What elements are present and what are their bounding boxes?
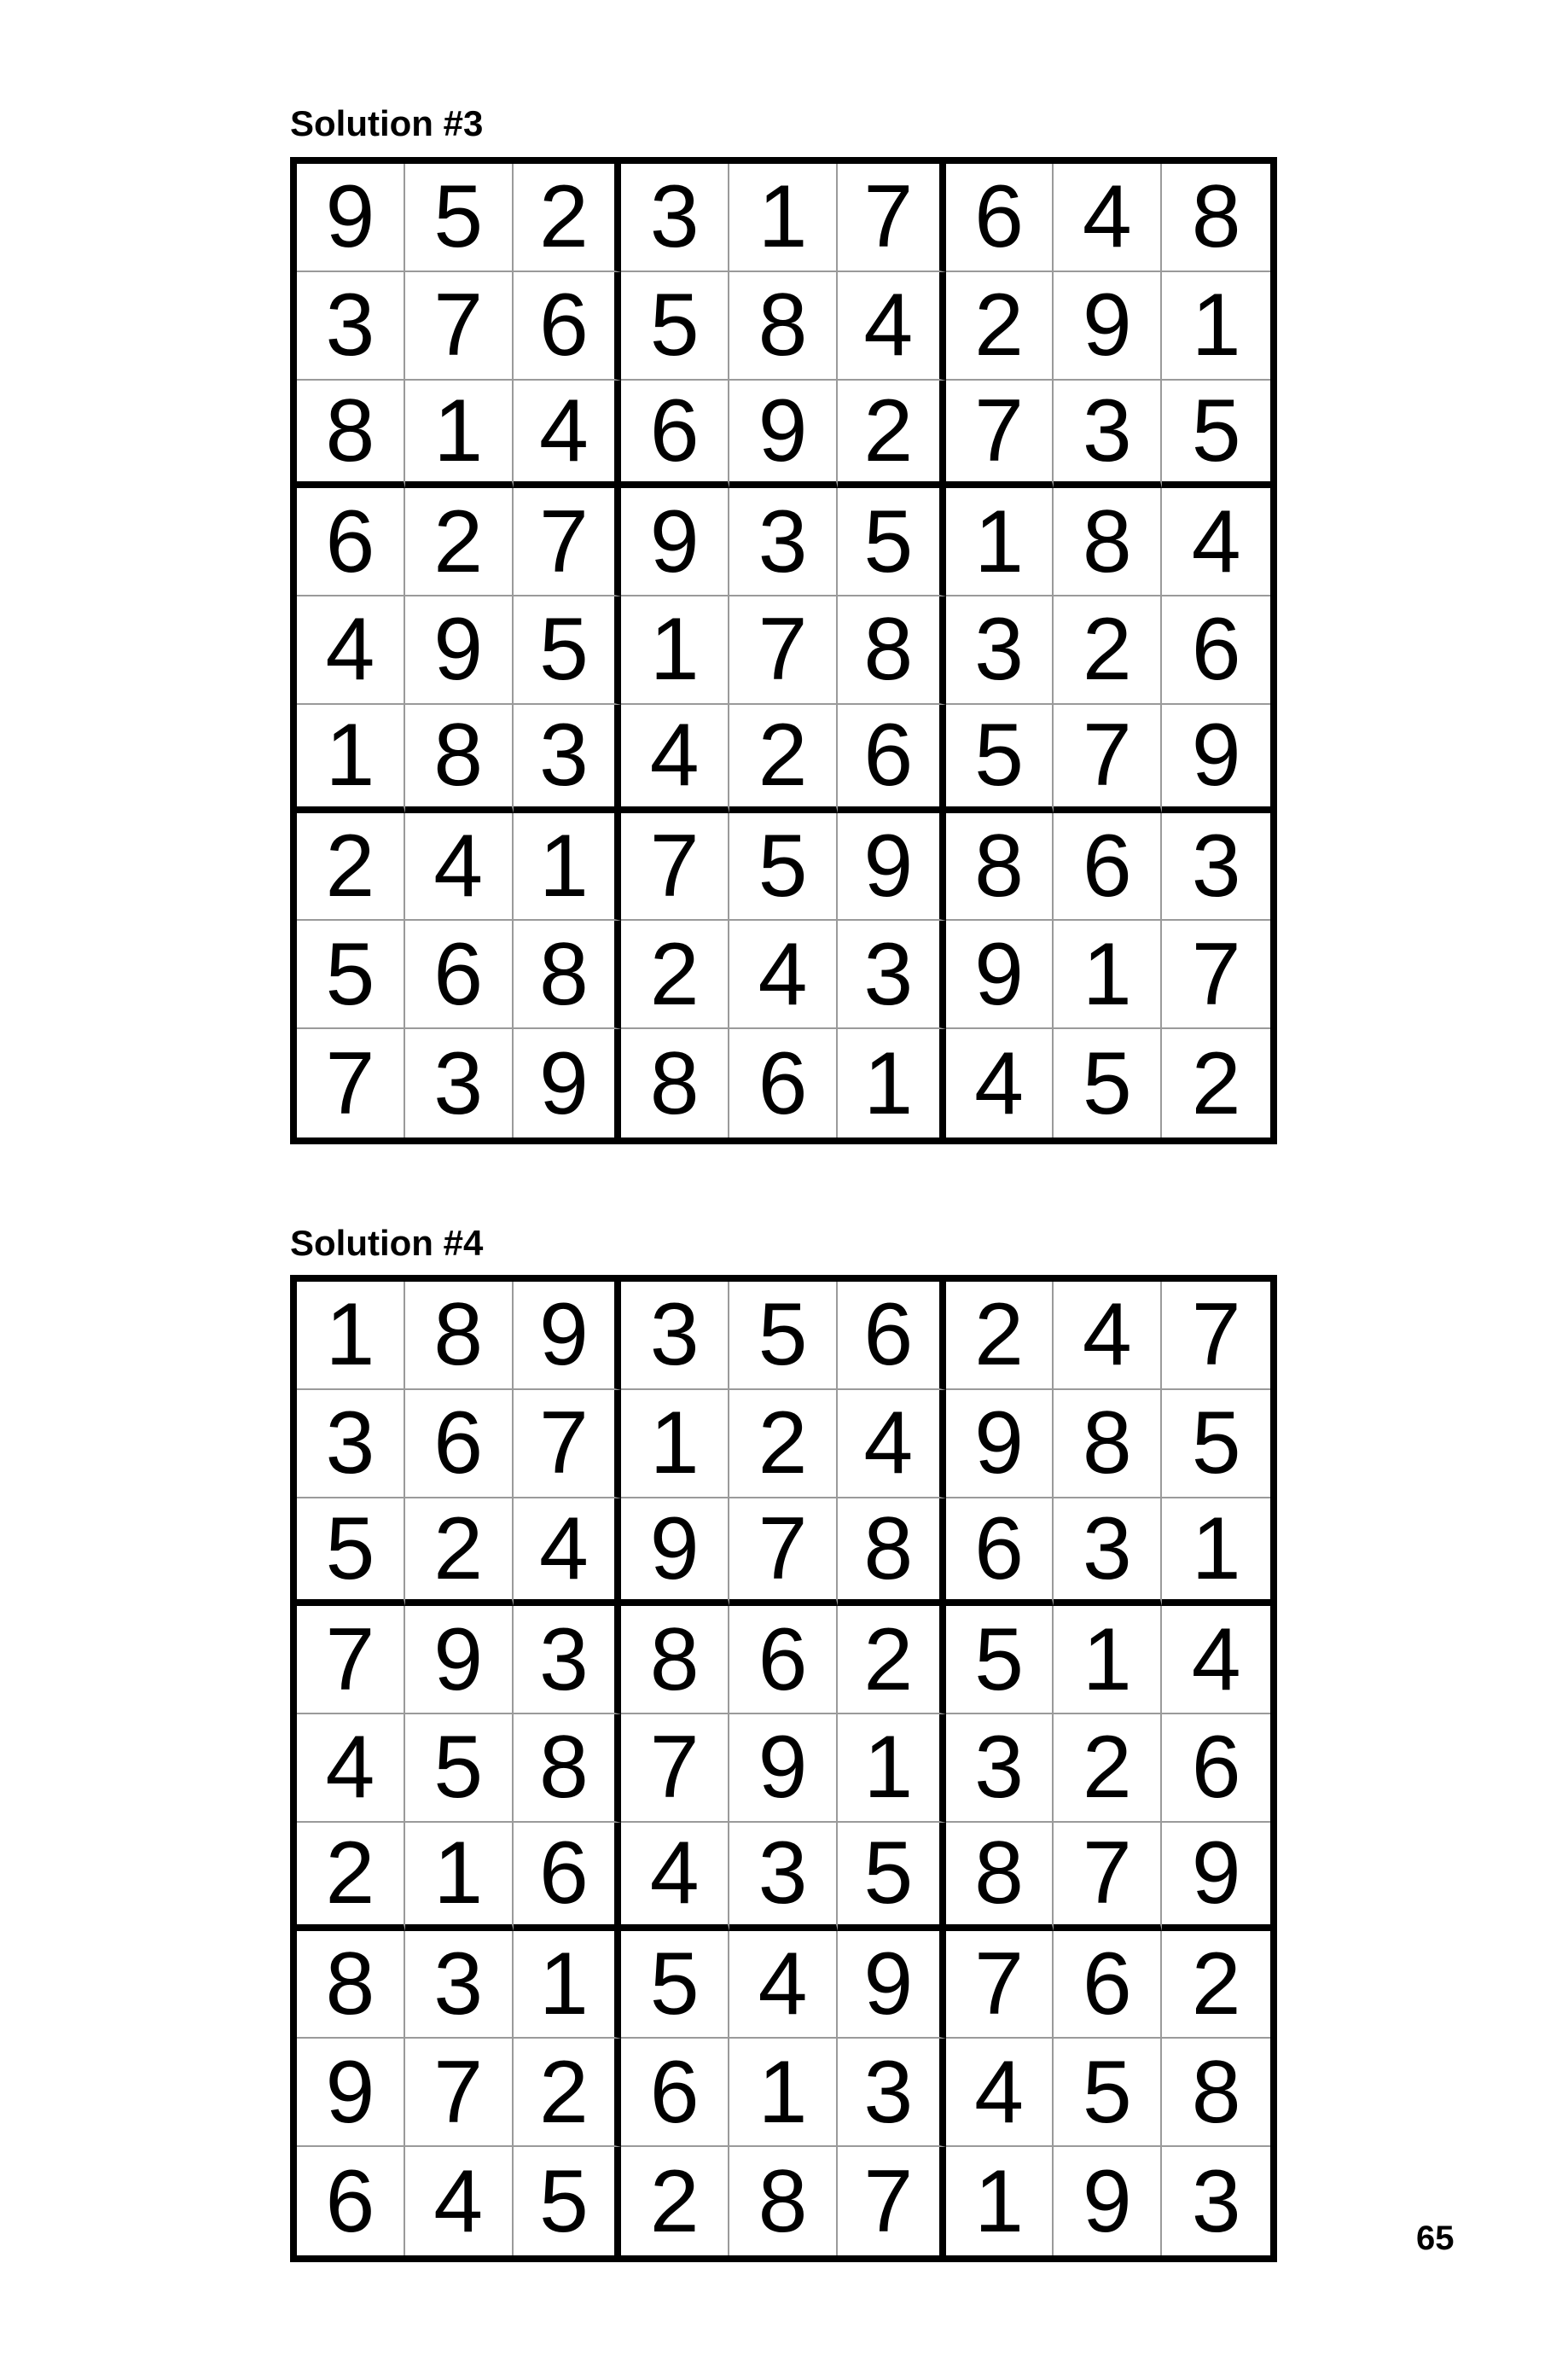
sudoku-cell: 7 bbox=[729, 596, 838, 705]
sudoku-cell: 2 bbox=[729, 705, 838, 813]
sudoku-cell: 4 bbox=[1162, 1606, 1270, 1714]
sudoku-cell: 7 bbox=[1054, 1823, 1162, 1931]
sudoku-cell: 7 bbox=[1162, 1282, 1270, 1390]
sudoku-cell: 5 bbox=[1162, 1390, 1270, 1498]
sudoku-cell: 5 bbox=[1162, 381, 1270, 489]
sudoku-cell: 6 bbox=[946, 1498, 1054, 1607]
sudoku-cell: 4 bbox=[514, 1498, 622, 1607]
sudoku-cell: 1 bbox=[1162, 1498, 1270, 1607]
sudoku-cell: 7 bbox=[297, 1029, 405, 1137]
sudoku-cell: 4 bbox=[838, 1390, 946, 1498]
sudoku-cell: 8 bbox=[297, 1931, 405, 2039]
sudoku-cell: 1 bbox=[729, 2039, 838, 2147]
sudoku-cell: 2 bbox=[838, 381, 946, 489]
sudoku-cell: 5 bbox=[405, 1714, 514, 1823]
sudoku-cell: 2 bbox=[297, 813, 405, 922]
sudoku-cell: 4 bbox=[621, 1823, 729, 1931]
sudoku-cell: 3 bbox=[514, 705, 622, 813]
sudoku-cell: 9 bbox=[1162, 1823, 1270, 1931]
sudoku-cell: 8 bbox=[621, 1606, 729, 1714]
sudoku-cell: 2 bbox=[838, 1606, 946, 1714]
sudoku-cell: 6 bbox=[514, 1823, 622, 1931]
sudoku-cell: 7 bbox=[946, 1931, 1054, 2039]
sudoku-cell: 2 bbox=[729, 1390, 838, 1498]
sudoku-cell: 1 bbox=[1054, 921, 1162, 1029]
sudoku-cell: 9 bbox=[621, 488, 729, 596]
sudoku-cell: 1 bbox=[838, 1029, 946, 1137]
sudoku-cell: 8 bbox=[405, 1282, 514, 1390]
sudoku-cell: 8 bbox=[838, 1498, 946, 1607]
sudoku-cell: 8 bbox=[946, 1823, 1054, 1931]
sudoku-cell: 5 bbox=[946, 705, 1054, 813]
sudoku-cell: 4 bbox=[729, 1931, 838, 2039]
sudoku-cell: 9 bbox=[297, 164, 405, 272]
sudoku-cell: 6 bbox=[946, 164, 1054, 272]
sudoku-cell: 2 bbox=[621, 921, 729, 1029]
sudoku-cell: 8 bbox=[514, 1714, 622, 1823]
sudoku-cell: 1 bbox=[729, 164, 838, 272]
sudoku-cell: 3 bbox=[729, 1823, 838, 1931]
sudoku-cell: 9 bbox=[405, 596, 514, 705]
solution-3-label: Solution #3 bbox=[290, 103, 484, 143]
sudoku-cell: 6 bbox=[838, 1282, 946, 1390]
sudoku-cell: 9 bbox=[514, 1282, 622, 1390]
sudoku-cell: 3 bbox=[1054, 1498, 1162, 1607]
sudoku-cell: 6 bbox=[1054, 813, 1162, 922]
page-number: 65 bbox=[1416, 2220, 1455, 2257]
sudoku-cell: 7 bbox=[1054, 705, 1162, 813]
sudoku-cell: 1 bbox=[838, 1714, 946, 1823]
sudoku-cell: 6 bbox=[729, 1606, 838, 1714]
sudoku-cell: 1 bbox=[405, 1823, 514, 1931]
sudoku-cell: 3 bbox=[297, 1390, 405, 1498]
sudoku-cell: 4 bbox=[297, 596, 405, 705]
sudoku-cell: 2 bbox=[946, 272, 1054, 381]
sudoku-cell: 5 bbox=[729, 1282, 838, 1390]
sudoku-cell: 8 bbox=[729, 272, 838, 381]
sudoku-cell: 8 bbox=[405, 705, 514, 813]
sudoku-cell: 1 bbox=[1054, 1606, 1162, 1714]
sudoku-cell: 9 bbox=[1054, 2147, 1162, 2255]
sudoku-cell: 2 bbox=[1191, 1033, 1241, 1133]
sudoku-cell: 5 bbox=[514, 596, 622, 705]
sudoku-cell: 7 bbox=[405, 272, 514, 381]
sudoku-cell: 4 bbox=[405, 813, 514, 922]
sudoku-cell: 2 bbox=[621, 2147, 729, 2255]
sudoku-cell: 6 bbox=[729, 1029, 838, 1137]
solution-4-label: Solution #4 bbox=[290, 1223, 484, 1263]
sudoku-cell: 7 bbox=[297, 1606, 405, 1714]
sudoku-cell: 2 bbox=[946, 1282, 1054, 1390]
sudoku-cell: 9 bbox=[946, 1390, 1054, 1498]
sudoku-cell: 7 bbox=[621, 1714, 729, 1823]
sudoku-cell: 6 bbox=[1162, 1714, 1270, 1823]
sudoku-cell: 6 bbox=[838, 705, 946, 813]
sudoku-cell: 6 bbox=[1054, 1931, 1162, 2039]
sudoku-cell: 9 bbox=[1162, 705, 1270, 813]
sudoku-cell: 2 bbox=[1162, 1931, 1270, 2039]
sudoku-cell: 3 bbox=[405, 1931, 514, 2039]
sudoku-cell: 2 bbox=[1054, 596, 1162, 705]
sudoku-cell: 1 bbox=[946, 2147, 1054, 2255]
sudoku-cell: 4 bbox=[946, 2039, 1054, 2147]
sudoku-cell: 4 bbox=[405, 2147, 514, 2255]
sudoku-cell: 3 bbox=[621, 164, 729, 272]
sudoku-cell: 7 bbox=[838, 164, 946, 272]
sudoku-cell: 7 bbox=[621, 813, 729, 922]
sudoku-cell: 9 bbox=[729, 381, 838, 489]
sudoku-cell: 3 bbox=[1191, 2151, 1241, 2251]
sudoku-cell: 9 bbox=[297, 2039, 405, 2147]
sudoku-cell: 7 bbox=[946, 381, 1054, 489]
sudoku-cell: 6 bbox=[405, 921, 514, 1029]
sudoku-cell: 2 bbox=[514, 164, 622, 272]
sudoku-cell: 8 bbox=[729, 2147, 838, 2255]
sudoku-cell: 1 bbox=[297, 1282, 405, 1390]
sudoku-cell: 6 bbox=[621, 2039, 729, 2147]
sudoku-cell: 8 bbox=[297, 381, 405, 489]
sudoku-cell: 3 bbox=[405, 1029, 514, 1137]
sudoku-cell: 2 bbox=[405, 488, 514, 596]
sudoku-cell: 9 bbox=[621, 1498, 729, 1607]
sudoku-cell: 4 bbox=[838, 272, 946, 381]
sudoku-cell: 4 bbox=[729, 921, 838, 1029]
sudoku-cell: 7 bbox=[729, 1498, 838, 1607]
sudoku-cell: 1 bbox=[946, 488, 1054, 596]
sudoku-cell: 2 bbox=[297, 1823, 405, 1931]
sudoku-cell: 3 bbox=[514, 1606, 622, 1714]
sudoku-cell: 4 bbox=[514, 381, 622, 489]
sudoku-cell: 5 bbox=[297, 921, 405, 1029]
sudoku-cell: 5 bbox=[946, 1606, 1054, 1714]
solution-4-grid bbox=[290, 1275, 1277, 2262]
sudoku-cell: 5 bbox=[838, 488, 946, 596]
sudoku-cell: 7 bbox=[405, 2039, 514, 2147]
sudoku-cell: 4 bbox=[1162, 488, 1270, 596]
sudoku-cell: 2 bbox=[405, 1498, 514, 1607]
sudoku-cell: 8 bbox=[1162, 2039, 1270, 2147]
sudoku-cell: 5 bbox=[621, 272, 729, 381]
sudoku-cell: 7 bbox=[838, 2147, 946, 2255]
sudoku-cell: 3 bbox=[297, 272, 405, 381]
sudoku-cell: 1 bbox=[514, 1931, 622, 2039]
sudoku-cell: 8 bbox=[1162, 164, 1270, 272]
sudoku-cell: 9 bbox=[405, 1606, 514, 1714]
sudoku-cell: 1 bbox=[621, 596, 729, 705]
sudoku-cell: 8 bbox=[514, 921, 622, 1029]
sudoku-cell: 8 bbox=[1054, 488, 1162, 596]
sudoku-cell: 6 bbox=[297, 2147, 405, 2255]
sudoku-cell: 6 bbox=[621, 381, 729, 489]
sudoku-cell: 8 bbox=[621, 1029, 729, 1137]
sudoku-cell: 1 bbox=[514, 813, 622, 922]
sudoku-cell: 6 bbox=[405, 1390, 514, 1498]
sudoku-cell: 5 bbox=[405, 164, 514, 272]
sudoku-cell: 4 bbox=[297, 1714, 405, 1823]
sudoku-cell: 5 bbox=[838, 1823, 946, 1931]
sudoku-cell: 5 bbox=[1054, 2039, 1162, 2147]
sudoku-cell: 6 bbox=[1162, 596, 1270, 705]
sudoku-cell: 3 bbox=[946, 596, 1054, 705]
sudoku-cell: 5 bbox=[297, 1498, 405, 1607]
sudoku-cell: 3 bbox=[621, 1282, 729, 1390]
sudoku-cell: 9 bbox=[514, 1029, 622, 1137]
sudoku-cell: 1 bbox=[621, 1390, 729, 1498]
sudoku-cell: 9 bbox=[946, 921, 1054, 1029]
sudoku-cell: 3 bbox=[1162, 813, 1270, 922]
sudoku-cell: 9 bbox=[1054, 272, 1162, 381]
sudoku-cell: 3 bbox=[1054, 381, 1162, 489]
sudoku-cell: 6 bbox=[297, 488, 405, 596]
sudoku-cell: 8 bbox=[1054, 1390, 1162, 1498]
sudoku-cell: 5 bbox=[1054, 1029, 1162, 1137]
sudoku-cell: 1 bbox=[1162, 272, 1270, 381]
sudoku-cell: 9 bbox=[729, 1714, 838, 1823]
sudoku-cell: 7 bbox=[1162, 921, 1270, 1029]
sudoku-cell: 4 bbox=[1054, 1282, 1162, 1390]
sudoku-cell: 1 bbox=[405, 381, 514, 489]
sudoku-cell: 3 bbox=[838, 2039, 946, 2147]
sudoku-cell: 2 bbox=[514, 2039, 622, 2147]
sudoku-cell: 8 bbox=[946, 813, 1054, 922]
sudoku-cell: 7 bbox=[514, 1390, 622, 1498]
sudoku-cell: 3 bbox=[729, 488, 838, 596]
sudoku-cell: 4 bbox=[1054, 164, 1162, 272]
sudoku-cell: 4 bbox=[946, 1029, 1054, 1137]
sudoku-cell: 5 bbox=[514, 2147, 622, 2255]
sudoku-cell: 2 bbox=[1054, 1714, 1162, 1823]
sudoku-cell: 1 bbox=[297, 705, 405, 813]
sudoku-cell: 3 bbox=[838, 921, 946, 1029]
sudoku-cell: 5 bbox=[729, 813, 838, 922]
solution-3-grid bbox=[290, 157, 1277, 1144]
sudoku-cell: 6 bbox=[514, 272, 622, 381]
sudoku-cell: 7 bbox=[514, 488, 622, 596]
sudoku-cell: 3 bbox=[946, 1714, 1054, 1823]
sudoku-cell: 9 bbox=[838, 1931, 946, 2039]
sudoku-cell: 5 bbox=[621, 1931, 729, 2039]
sudoku-cell: 8 bbox=[838, 596, 946, 705]
sudoku-cell: 4 bbox=[621, 705, 729, 813]
sudoku-cell: 9 bbox=[838, 813, 946, 922]
